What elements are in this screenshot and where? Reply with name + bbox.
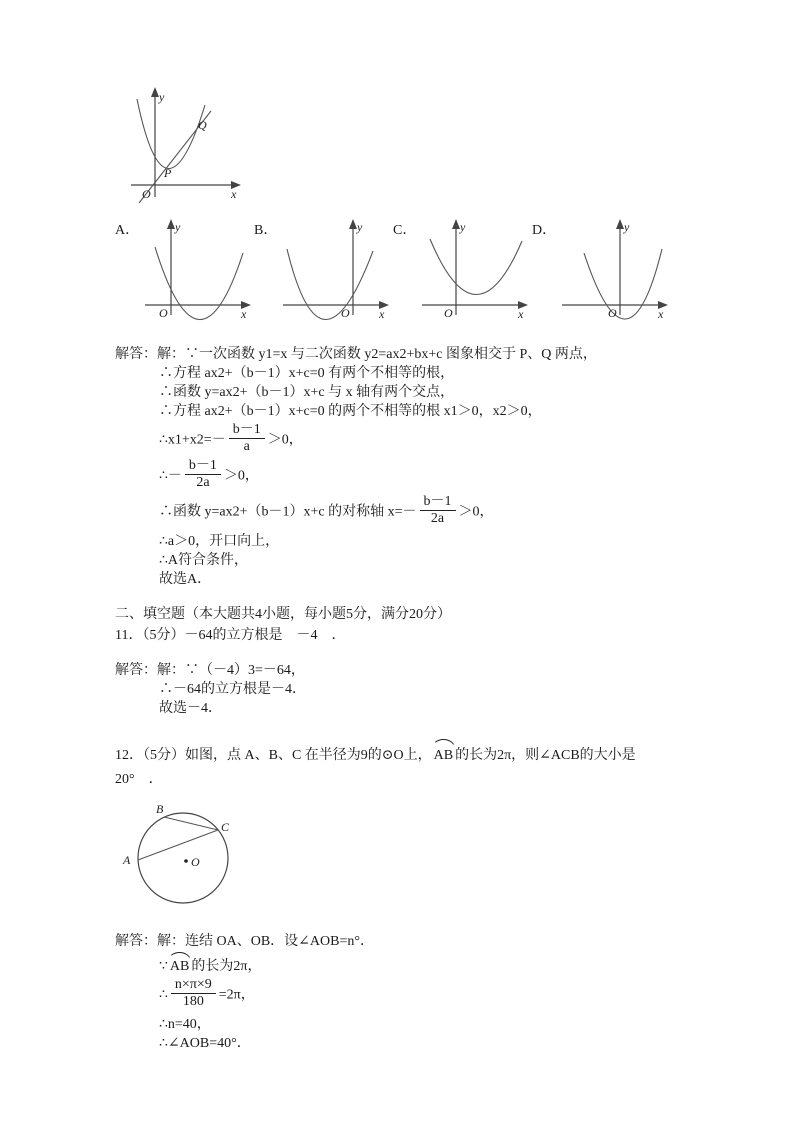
- y-label: y: [357, 220, 363, 234]
- option-b-label: B．: [254, 223, 278, 238]
- option-b-graph: [279, 217, 391, 323]
- fraction: [229, 422, 265, 455]
- fraction-numerator: b－1: [229, 422, 265, 439]
- math-text: =2π，: [218, 987, 255, 1003]
- question10-solution: [115, 345, 744, 589]
- y-label: y: [175, 220, 181, 234]
- arc-symbol-icon: [168, 952, 191, 961]
- question-12: [115, 742, 744, 792]
- fraction-denominator: 180: [182, 994, 204, 1009]
- y-axis-arrow: [616, 219, 624, 229]
- solution-line: ∴方程 ax2+（b－1）x+c=0 有两个不相等的根，: [159, 366, 455, 381]
- option-c: [393, 217, 532, 323]
- parabola-curve: [287, 249, 373, 320]
- math-text: 的长为2π，: [191, 959, 262, 974]
- chord-ac: [138, 830, 218, 860]
- question-answer: 20° ．: [115, 772, 163, 787]
- y-label: y: [624, 220, 630, 234]
- chord-bc: [164, 817, 218, 830]
- math-text: ＞0，: [267, 432, 303, 448]
- y-label: y: [159, 90, 165, 104]
- math-text: ∵: [159, 959, 168, 974]
- option-d-graph: [558, 217, 670, 323]
- y-axis-arrow: [151, 87, 159, 97]
- option-a: [115, 217, 254, 323]
- y-axis-arrow: [349, 219, 357, 229]
- math-text: ∴函数 y=ax2+（b－1）x+c 的对称轴 x=－: [159, 504, 417, 520]
- solution-line: 故选－4．: [159, 701, 222, 716]
- options-row: [115, 217, 744, 323]
- arc-text: AB: [433, 748, 454, 763]
- solution-line: ∴A符合条件，: [159, 553, 249, 568]
- x-label: x: [231, 187, 237, 201]
- fraction-denominator: a: [243, 439, 250, 454]
- section-header: 二、填空题（本大题共4小题，每小题5分，满分20分）: [115, 607, 451, 622]
- circle-o: [138, 813, 228, 903]
- fraction: [185, 458, 221, 491]
- y-axis-arrow: [167, 219, 175, 229]
- solution-line: ∴－64的立方根是－4．: [159, 682, 306, 697]
- solution-line-fraction: [115, 424, 744, 457]
- solution-line: ∴函数 y=ax2+（b－1）x+c 与 x 轴有两个交点，: [159, 385, 455, 400]
- solution-line: ∴∠AOB=40°．: [159, 1036, 251, 1051]
- arc-symbol-icon: [432, 739, 455, 748]
- option-d: [532, 217, 671, 323]
- question-text: 的长为2π，则∠ACB的大小是: [455, 748, 636, 763]
- solution-line-fraction: [115, 496, 744, 529]
- option-a-graph: [141, 217, 253, 323]
- fraction-numerator: b－1: [420, 494, 456, 511]
- x-label: x: [379, 307, 385, 321]
- math-text: ＞0，: [458, 504, 494, 520]
- question10-figure: [125, 85, 245, 213]
- fraction: [171, 977, 216, 1010]
- math-text: ＞0，: [223, 468, 259, 484]
- math-text: ∴x1+x2=－: [159, 432, 226, 448]
- origin-label: O: [341, 306, 351, 320]
- y-axis-arrow: [452, 219, 460, 229]
- center-o-label: O: [191, 855, 200, 869]
- point-a-label: A: [123, 853, 131, 867]
- solution-line: 故选A．: [159, 572, 212, 587]
- point-p-label: P: [164, 166, 172, 180]
- option-c-label: C．: [393, 223, 417, 238]
- x-label: x: [518, 307, 524, 321]
- option-b: [254, 217, 393, 323]
- fraction-denominator: 2a: [430, 511, 445, 526]
- solution-line-fraction: [115, 979, 744, 1012]
- x-label: x: [658, 307, 664, 321]
- arc-ab: [432, 742, 455, 768]
- parabola-curve: [584, 249, 662, 319]
- math-text: ∴－: [159, 468, 182, 484]
- question11-solution: [115, 661, 744, 718]
- point-b-label: B: [156, 802, 164, 816]
- origin-label: O: [142, 187, 151, 201]
- arc-ab: [168, 955, 191, 976]
- fraction-denominator: 2a: [196, 475, 210, 490]
- fraction-numerator: n×π×9: [171, 977, 216, 994]
- solution-line: 解答：解：∵（－4）3=－64，: [115, 663, 305, 678]
- parabola-curve: [155, 247, 243, 320]
- point-c-label: C: [221, 820, 230, 834]
- question-11: 11．（5分）－64的立方根是 －4 ．: [115, 628, 346, 643]
- option-d-label: D．: [532, 223, 557, 238]
- center-dot: [184, 859, 188, 863]
- origin-label: O: [444, 306, 454, 320]
- solution-line-fraction: [115, 460, 744, 493]
- point-q-label: Q: [198, 118, 207, 132]
- fraction-numerator: b－1: [185, 458, 221, 475]
- question-text: 12．（5分）如图，点 A、B、C 在半径为9的⊙O上，: [115, 748, 432, 763]
- x-label: x: [241, 307, 247, 321]
- arc-text: AB: [169, 959, 190, 974]
- option-c-graph: [418, 217, 530, 323]
- solution-line: ∴a＞0，开口向上，: [159, 534, 280, 549]
- parabola-curve: [430, 239, 522, 295]
- y-label: y: [460, 220, 466, 234]
- solution-line: ∴方程 ax2+（b－1）x+c=0 的两个不相等的根 x1＞0，x2＞0，: [159, 404, 542, 419]
- solution-line: 解答：解：∵一次函数 y1=x 与二次函数 y2=ax2+bx+c 图象相交于 P、Q 两点，: [115, 347, 597, 362]
- solution-line: ∴n=40，: [159, 1017, 211, 1032]
- parabola-curve: [137, 99, 205, 169]
- question12-figure: [115, 800, 250, 912]
- origin-label: O: [159, 306, 168, 320]
- origin-label: O: [608, 306, 617, 320]
- fraction: [420, 494, 456, 527]
- solution-line-arc: [115, 951, 744, 976]
- question12-solution: [115, 932, 744, 1053]
- option-a-label: A．: [115, 223, 140, 238]
- math-text: ∴: [159, 987, 168, 1003]
- solution-line: 解答：解：连结 OA、OB．设∠AOB=n°．: [115, 934, 374, 949]
